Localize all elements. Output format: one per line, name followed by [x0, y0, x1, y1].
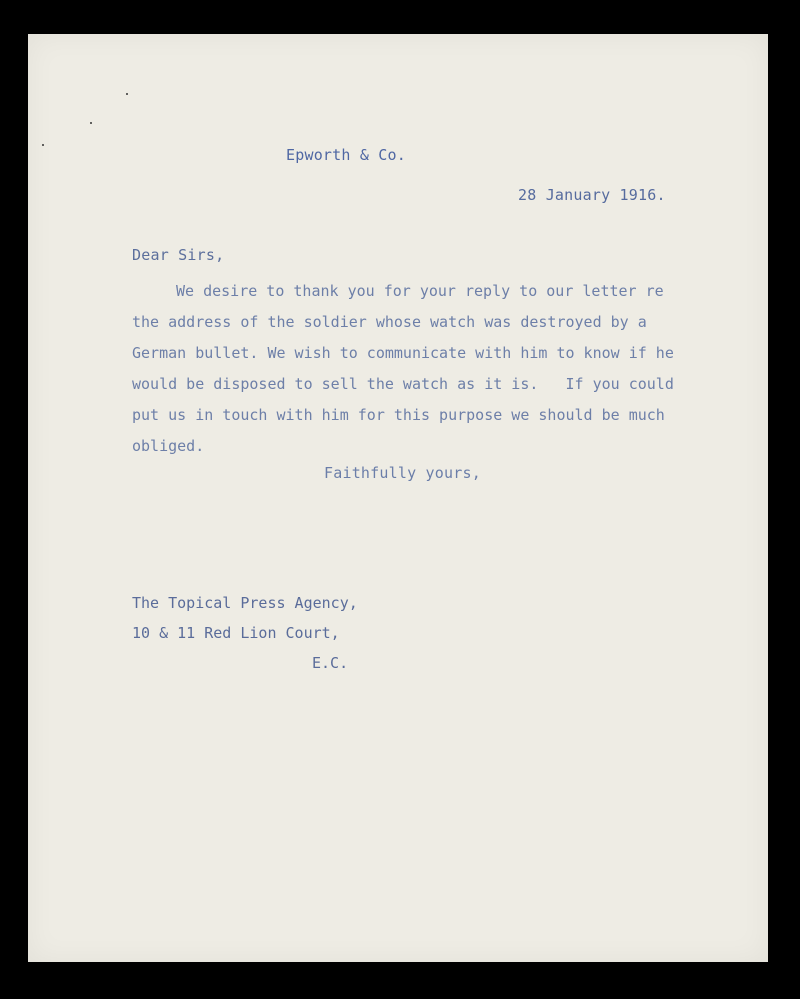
letter-heading: Epworth & Co.	[286, 146, 406, 164]
body-line: put us in touch with him for this purpose we should be much	[132, 406, 665, 424]
paper-speck	[126, 93, 128, 95]
body-line: obliged.	[132, 437, 205, 455]
salutation: Dear Sirs,	[132, 246, 225, 264]
address-line: E.C.	[312, 654, 349, 672]
body-line: We desire to thank you for your reply to our letter re	[176, 282, 664, 300]
body-line: would be disposed to sell the watch as it is. If you could	[132, 375, 674, 393]
letter-date: 28 January 1916.	[518, 186, 666, 204]
body-line: the address of the soldier whose watch was destroyed by a	[132, 313, 647, 331]
paper-speck	[42, 144, 44, 146]
closing: Faithfully yours,	[324, 464, 481, 482]
letter-page	[28, 34, 768, 962]
recipient-address	[132, 588, 358, 678]
address-line: The Topical Press Agency,	[132, 594, 358, 612]
paper-speck	[90, 122, 92, 124]
address-line: 10 & 11 Red Lion Court,	[132, 624, 340, 642]
letter-body	[132, 276, 712, 462]
body-line: German bullet. We wish to communicate with him to know if he	[132, 344, 674, 362]
